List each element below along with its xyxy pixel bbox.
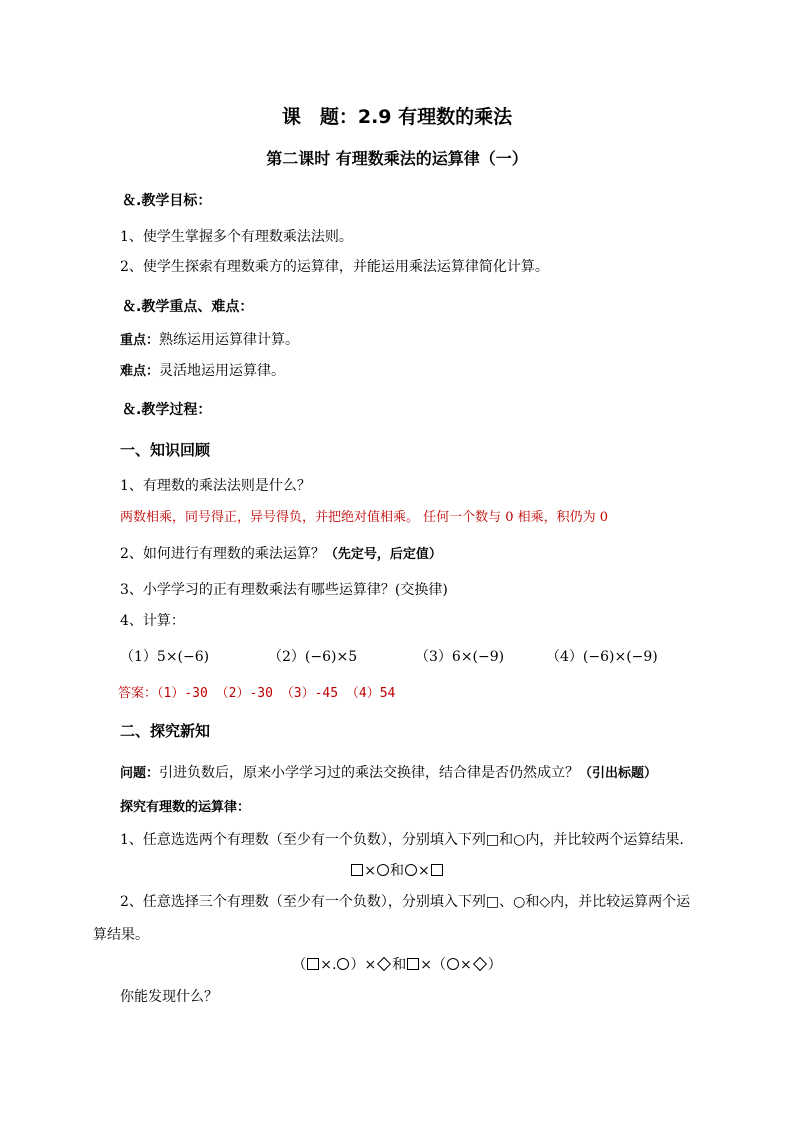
formula-2: （ ×. ）× 和 ×（ × ） bbox=[292, 957, 502, 973]
difficult-text: 灵活地运用运算律。 bbox=[159, 363, 286, 379]
diamond-box bbox=[377, 957, 391, 971]
calc-item-4: （4）(−6)×(−9) bbox=[546, 649, 658, 665]
goal-1: 1、使学生掌握多个有理数乘法法则。 bbox=[120, 229, 353, 245]
question-label: 问题： bbox=[120, 766, 160, 781]
task-2-line-1: 2、任意选择三个有理数（至少有一个负数），分别填入下列□、○和◇内，并比较运算两个运 bbox=[120, 894, 691, 910]
review-heading: 一、知识回顾 bbox=[120, 441, 211, 459]
square-box bbox=[307, 958, 319, 970]
key-point bbox=[120, 331, 299, 350]
calc-answers: 答案：（1）-30 （2）-30 （3）-45 （4）54 bbox=[118, 686, 396, 701]
lesson-subtitle: 第二课时 有理数乘法的运算律（一） bbox=[266, 149, 528, 168]
calc-item-1: （1）5×(−6) bbox=[120, 649, 210, 665]
task-2-line-2: 算结果。 bbox=[93, 927, 149, 943]
circle-box bbox=[337, 958, 349, 970]
task-1: 1、任意选选两个有理数（至少有一个负数），分别填入下列□和○内，并比较两个运算结果. bbox=[120, 832, 684, 848]
square-box bbox=[431, 864, 443, 876]
question-2-answer: （先定号，后定值） bbox=[324, 547, 442, 562]
calc-item-3: （3）6×(−9) bbox=[415, 649, 505, 665]
square-box bbox=[407, 958, 419, 970]
key-label: 重点： bbox=[120, 333, 160, 348]
formula-1: × 和 × bbox=[0, 862, 794, 880]
difficult-point bbox=[120, 362, 285, 381]
keypoints-heading: ＆.教学重点、难点： bbox=[122, 299, 254, 315]
explore-heading: 二、探究新知 bbox=[120, 722, 211, 740]
circle-box bbox=[377, 864, 389, 876]
question-prompt bbox=[120, 764, 657, 783]
lesson-title: 课 题：2.9 有理数的乘法 bbox=[281, 106, 513, 128]
question-2-text: 2、如何进行有理数的乘法运算？ bbox=[120, 546, 325, 562]
key-text: 熟练运用运算律计算。 bbox=[159, 332, 300, 348]
question-4: 4、计算： bbox=[120, 613, 185, 629]
discover-question: 你能发现什么？ bbox=[120, 989, 218, 1005]
diamond-box bbox=[473, 957, 487, 971]
process-heading: ＆.教学过程： bbox=[122, 402, 212, 418]
question-tag: （引出标题） bbox=[579, 766, 658, 781]
circle-box bbox=[447, 958, 459, 970]
explore-subheading: 探究有理数的运算律： bbox=[120, 800, 251, 815]
question-3: 3、小学学习的正有理数乘法有哪些运算律？(交换律) bbox=[120, 582, 448, 598]
calc-item-2: （2）(−6)×5 bbox=[268, 649, 358, 665]
answer-1: 两数相乘，同号得正，异号得负，并把绝对值相乘。 任何一个数与 0 相乘，积仍为 0 bbox=[120, 510, 609, 525]
square-box bbox=[351, 864, 363, 876]
goals-heading: ＆.教学目标： bbox=[122, 193, 212, 209]
question-text: 引进负数后，原来小学学习过的乘法交换律，结合律是否仍然成立？ bbox=[159, 765, 580, 781]
question-1: 1、有理数的乘法法则是什么？ bbox=[120, 478, 311, 494]
question-2 bbox=[120, 545, 442, 564]
difficult-label: 难点： bbox=[120, 364, 160, 379]
goal-2: 2、使学生探索有理数乘方的运算律，并能运用乘法运算律简化计算。 bbox=[120, 259, 549, 275]
circle-box bbox=[405, 864, 417, 876]
